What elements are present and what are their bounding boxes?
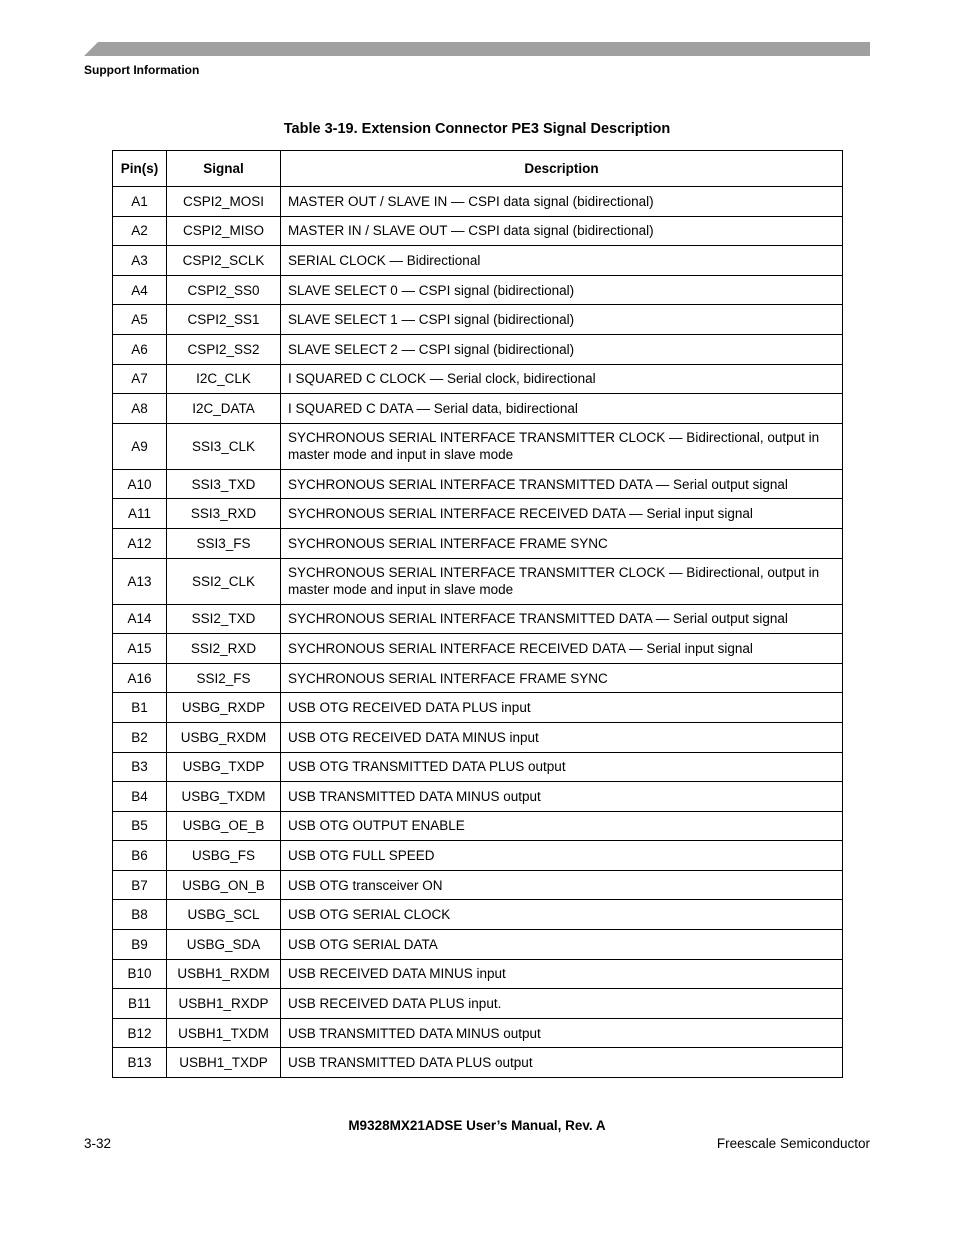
description-cell: SYCHRONOUS SERIAL INTERFACE FRAME SYNC [281,663,843,693]
description-cell: USB TRANSMITTED DATA MINUS output [281,1018,843,1048]
description-cell: USB RECEIVED DATA PLUS input. [281,989,843,1019]
signal-cell: USBG_SCL [167,900,281,930]
company-name: Freescale Semiconductor [716,1136,870,1151]
table-row [113,959,843,989]
manual-title: M9328MX21ADSE User’s Manual, Rev. A [348,1118,606,1133]
signal-cell: CSPI2_SS2 [167,334,281,364]
signal-cell: CSPI2_SCLK [167,246,281,276]
description-cell: SYCHRONOUS SERIAL INTERFACE TRANSMITTED DATA — Serial output signal [281,604,843,634]
table-row [113,752,843,782]
description-cell: SLAVE SELECT 2 — CSPI signal (bidirectional) [281,334,843,364]
column-header-description: Description [281,151,843,187]
table-row [113,216,843,246]
signal-cell: SSI3_RXD [167,499,281,529]
table-row [113,693,843,723]
table-title: Table 3-19. Extension Connector PE3 Signal Description [283,121,671,137]
description-cell: USB OTG transceiver ON [281,870,843,900]
signal-cell: USBG_SDA [167,930,281,960]
table-row [113,469,843,499]
pin-cell: A3 [113,246,167,276]
table-row [113,1048,843,1078]
signal-table [112,150,843,1078]
signal-cell: USBG_OE_B [167,811,281,841]
signal-cell: CSPI2_SS0 [167,275,281,305]
table-row [113,900,843,930]
signal-cell: I2C_DATA [167,394,281,424]
signal-cell: USBG_RXDP [167,693,281,723]
page-number: 3-32 [84,1136,112,1151]
table-row [113,528,843,558]
pin-cell: A15 [113,634,167,664]
table-row [113,811,843,841]
pin-cell: B1 [113,693,167,723]
pin-cell: A10 [113,469,167,499]
description-cell: SYCHRONOUS SERIAL INTERFACE RECEIVED DATA — Serial input signal [281,499,843,529]
signal-cell: SSI3_CLK [167,423,281,469]
description-cell: USB OTG TRANSMITTED DATA PLUS output [281,752,843,782]
signal-cell: SSI2_RXD [167,634,281,664]
description-cell: USB OTG FULL SPEED [281,841,843,871]
signal-cell: SSI3_TXD [167,469,281,499]
table-row [113,782,843,812]
pin-cell: B10 [113,959,167,989]
signal-cell: CSPI2_MOSI [167,187,281,217]
pin-cell: A2 [113,216,167,246]
description-cell: USB OTG OUTPUT ENABLE [281,811,843,841]
pin-cell: A5 [113,305,167,335]
pin-cell: A1 [113,187,167,217]
signal-cell: SSI2_CLK [167,558,281,604]
table-row [113,930,843,960]
section-label: Support Information [84,63,200,77]
pin-cell: A9 [113,423,167,469]
pin-cell: B4 [113,782,167,812]
pin-cell: A7 [113,364,167,394]
table-row [113,663,843,693]
signal-cell: SSI3_FS [167,528,281,558]
description-cell: USB TRANSMITTED DATA PLUS output [281,1048,843,1078]
pin-cell: A12 [113,528,167,558]
pin-cell: B11 [113,989,167,1019]
table-header-row [113,151,843,187]
description-cell: USB RECEIVED DATA MINUS input [281,959,843,989]
signal-cell: CSPI2_SS1 [167,305,281,335]
description-cell: SLAVE SELECT 0 — CSPI signal (bidirectional) [281,275,843,305]
description-cell: MASTER IN / SLAVE OUT — CSPI data signal (bidirectional) [281,216,843,246]
table-row [113,246,843,276]
table-row [113,1018,843,1048]
pin-cell: A8 [113,394,167,424]
signal-cell: SSI2_FS [167,663,281,693]
pin-cell: A4 [113,275,167,305]
description-cell: SYCHRONOUS SERIAL INTERFACE TRANSMITTER CLOCK — Bidirectional, output in master mode and input in slave mode [281,423,843,469]
pin-cell: B13 [113,1048,167,1078]
table-row [113,334,843,364]
pin-cell: A14 [113,604,167,634]
table-row [113,841,843,871]
table-row [113,634,843,664]
pin-cell: B7 [113,870,167,900]
table-row [113,870,843,900]
column-header-signal: Signal [167,151,281,187]
signal-cell: USBH1_TXDM [167,1018,281,1048]
pin-cell: A6 [113,334,167,364]
signal-cell: CSPI2_MISO [167,216,281,246]
pin-cell: B3 [113,752,167,782]
signal-cell: USBG_TXDP [167,752,281,782]
description-cell: SYCHRONOUS SERIAL INTERFACE TRANSMITTER CLOCK — Bidirectional, output in master mode and input in slave mode [281,558,843,604]
description-cell: USB OTG RECEIVED DATA MINUS input [281,722,843,752]
table-row [113,722,843,752]
signal-cell: USBG_RXDM [167,722,281,752]
table-row [113,423,843,469]
description-cell: I SQUARED C DATA — Serial data, bidirectional [281,394,843,424]
table-row [113,499,843,529]
pin-cell: B6 [113,841,167,871]
table-row [113,604,843,634]
signal-cell: USBG_ON_B [167,870,281,900]
pin-cell: B2 [113,722,167,752]
table-row [113,187,843,217]
table-row [113,558,843,604]
column-header-pins: Pin(s) [113,151,167,187]
signal-cell: USBG_TXDM [167,782,281,812]
description-cell: SERIAL CLOCK — Bidirectional [281,246,843,276]
table-row [113,275,843,305]
description-cell: USB OTG SERIAL DATA [281,930,843,960]
pin-cell: B5 [113,811,167,841]
pin-cell: B12 [113,1018,167,1048]
pin-cell: B8 [113,900,167,930]
description-cell: MASTER OUT / SLAVE IN — CSPI data signal (bidirectional) [281,187,843,217]
signal-cell: I2C_CLK [167,364,281,394]
signal-cell: USBH1_TXDP [167,1048,281,1078]
table-row [113,989,843,1019]
pin-cell: A16 [113,663,167,693]
signal-cell: USBH1_RXDP [167,989,281,1019]
pin-cell: B9 [113,930,167,960]
description-cell: SYCHRONOUS SERIAL INTERFACE TRANSMITTED DATA — Serial output signal [281,469,843,499]
pin-cell: A13 [113,558,167,604]
description-cell: I SQUARED C CLOCK — Serial clock, bidirectional [281,364,843,394]
description-cell: SLAVE SELECT 1 — CSPI signal (bidirectional) [281,305,843,335]
table-row [113,364,843,394]
signal-cell: USBG_FS [167,841,281,871]
signal-cell: SSI2_TXD [167,604,281,634]
description-cell: USB OTG RECEIVED DATA PLUS input [281,693,843,723]
table-row [113,305,843,335]
table-row [113,394,843,424]
header-banner [84,42,870,56]
pin-cell: A11 [113,499,167,529]
signal-cell: USBH1_RXDM [167,959,281,989]
description-cell: SYCHRONOUS SERIAL INTERFACE FRAME SYNC [281,528,843,558]
description-cell: SYCHRONOUS SERIAL INTERFACE RECEIVED DATA — Serial input signal [281,634,843,664]
description-cell: USB TRANSMITTED DATA MINUS output [281,782,843,812]
description-cell: USB OTG SERIAL CLOCK [281,900,843,930]
